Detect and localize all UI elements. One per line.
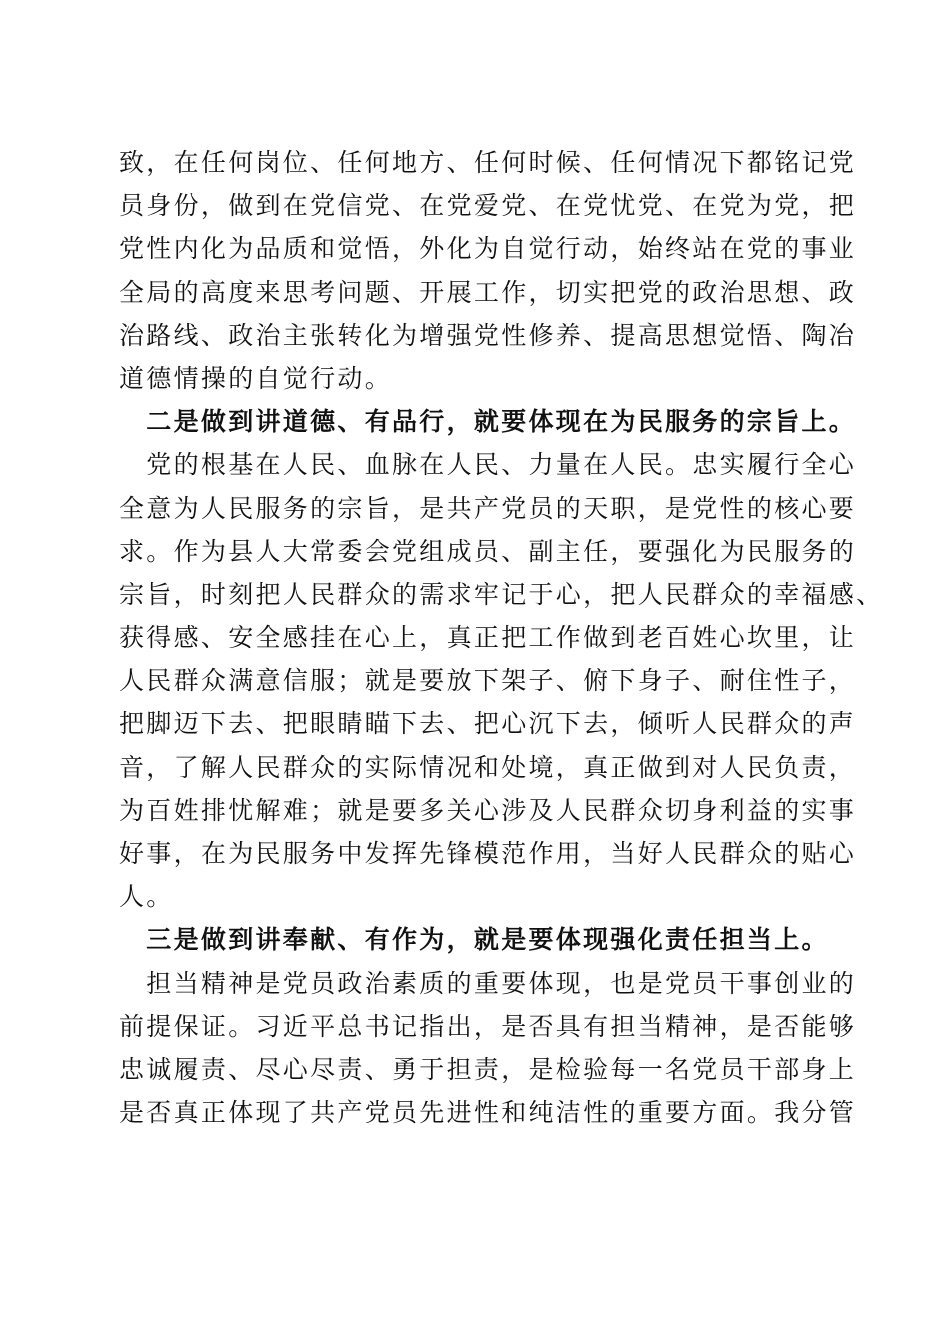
text-line: 把脚迈下去、把眼睛瞄下去、把心沉下去，倾听人民群众的声 bbox=[119, 709, 857, 739]
section-heading-2 bbox=[119, 400, 857, 443]
text-line: 治路线、政治主张转化为增强党性修养、提高思想觉悟、陶冶 bbox=[119, 320, 857, 350]
text-line: 获得感、安全感挂在心上，真正把工作做到老百姓心坎里，让 bbox=[119, 623, 857, 653]
text-line: 人民群众满意信服；就是要放下架子、俯下身子、耐住性子， bbox=[119, 666, 857, 696]
text-line: 员身份，做到在党信党、在党爱党、在党忧党、在党为党，把 bbox=[119, 191, 857, 221]
text-line: 全局的高度来思考问题、开展工作，切实把党的政治思想、政 bbox=[119, 277, 857, 307]
text-line: 党的根基在人民、血脉在人民、力量在人民。忠实履行全心 bbox=[119, 450, 857, 480]
text-line: 宗旨，时刻把人民群众的需求牢记于心，把人民群众的幸福感、 bbox=[119, 579, 884, 609]
paragraph-3 bbox=[119, 962, 857, 1135]
text-line: 为百姓排忧解难；就是要多关心涉及人民群众切身利益的实事 bbox=[119, 795, 857, 825]
section-heading-3 bbox=[119, 918, 829, 961]
text-line: 人。 bbox=[119, 882, 174, 912]
text-line: 音，了解人民群众的实际情况和处境，真正做到对人民负责， bbox=[119, 752, 857, 782]
text-line: 忠诚履责、尽心尽责、勇于担责，是检验每一名党员干部身上 bbox=[119, 1054, 857, 1084]
text-line: 全意为人民服务的宗旨，是共产党员的天职，是党性的核心要 bbox=[119, 493, 857, 523]
text-line: 好事，在为民服务中发挥先锋模范作用，当好人民群众的贴心 bbox=[119, 839, 857, 868]
text-line: 致，在任何岗位、任何地方、任何时候、任何情况下都铭记党 bbox=[119, 148, 857, 177]
paragraph-2 bbox=[119, 443, 884, 918]
text-line: 是否真正体现了共产党员先进性和纯洁性的重要方面。我分管 bbox=[119, 1098, 857, 1128]
text-line: 求。作为县人大常委会党组成员、副主任，要强化为民服务的 bbox=[119, 536, 857, 566]
heading-line: 二是做到讲道德、有品行，就要体现在为民服务的宗旨上。 bbox=[119, 407, 857, 437]
heading-line: 三是做到讲奉献、有作为，就是要体现强化责任担当上。 bbox=[119, 925, 829, 955]
text-line: 党性内化为品质和觉悟，外化为自觉行动，始终站在党的事业 bbox=[119, 234, 857, 264]
text-line: 担当精神是党员政治素质的重要体现，也是党员干事创业的 bbox=[119, 968, 857, 998]
document-body bbox=[119, 141, 884, 1134]
text-line: 前提保证。习近平总书记指出，是否具有担当精神，是否能够 bbox=[119, 1011, 857, 1041]
paragraph-1 bbox=[119, 141, 857, 400]
text-line: 道德情操的自觉行动。 bbox=[119, 363, 393, 393]
